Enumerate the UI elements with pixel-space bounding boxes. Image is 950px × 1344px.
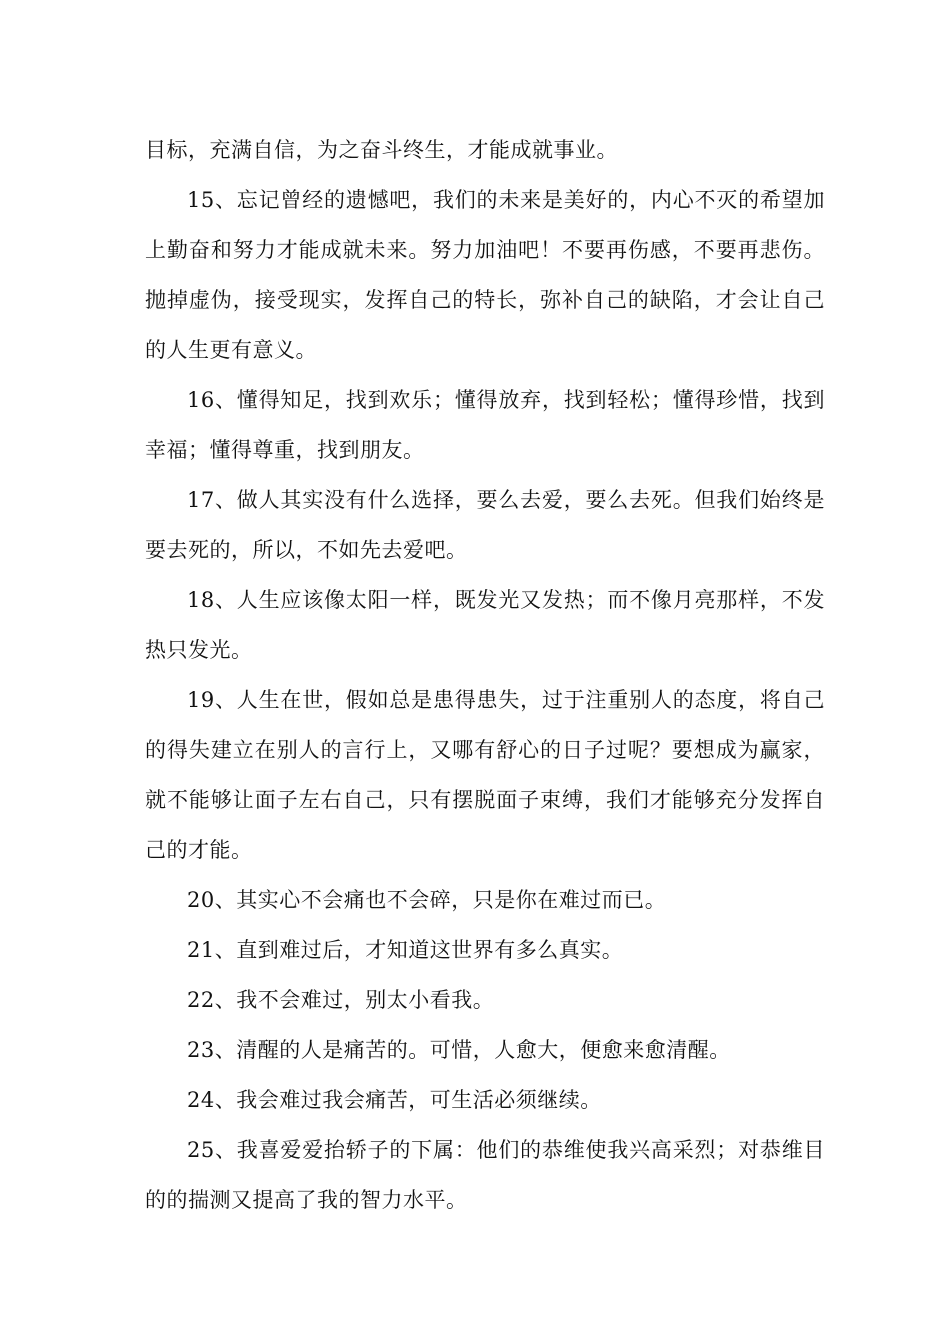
paragraph-18: 18、人生应该像太阳一样，既发光又发热；而不像月亮那样，不发热只发光。 bbox=[145, 588, 825, 662]
paragraph-15: 15、忘记曾经的遗憾吧，我们的未来是美好的，内心不灭的希望加上勤奋和努力才能成就未来。努力加油吧！不要再伤感，不要再悲伤。抛掉虚伪，接受现实，发挥自己的特长，弥补自己的缺陷，才会让自己的人生更有意义。 bbox=[145, 188, 825, 362]
paragraph-23: 23、清醒的人是痛苦的。可惜，人愈大，便愈来愈清醒。 bbox=[187, 1038, 731, 1062]
paragraph-24: 24、我会难过我会痛苦，可生活必须继续。 bbox=[187, 1088, 602, 1112]
paragraph-22: 22、我不会难过，别太小看我。 bbox=[187, 988, 495, 1012]
paragraph-continuation: 目标，充满自信，为之奋斗终生，才能成就事业。 bbox=[145, 138, 618, 162]
paragraph-21: 21、直到难过后，才知道这世界有多么真实。 bbox=[187, 938, 624, 962]
paragraph-16: 16、懂得知足，找到欢乐；懂得放弃，找到轻松；懂得珍惜，找到幸福；懂得尊重，找到朋友。 bbox=[145, 388, 825, 462]
document-body bbox=[145, 125, 825, 1225]
paragraph-20: 20、其实心不会痛也不会碎，只是你在难过而已。 bbox=[187, 888, 667, 912]
paragraph-19: 19、人生在世，假如总是患得患失，过于注重别人的态度，将自己的得失建立在别人的言行上，又哪有舒心的日子过呢？要想成为赢家，就不能够让面子左右自己，只有摆脱面子束缚，我们才能够充分发挥自己的才能。 bbox=[145, 688, 825, 862]
paragraph-25: 25、我喜爱爱抬轿子的下属：他们的恭维使我兴高采烈；对恭维目的的揣测又提高了我的智力水平。 bbox=[145, 1138, 825, 1212]
paragraph-17: 17、做人其实没有什么选择，要么去爱，要么去死。但我们始终是要去死的，所以，不如先去爱吧。 bbox=[145, 488, 825, 562]
